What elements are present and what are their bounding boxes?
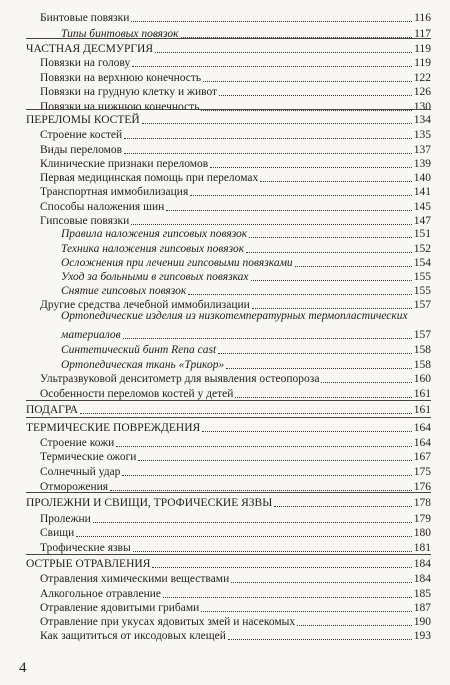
dot-leader [202,431,412,432]
toc-entry[interactable] [61,326,431,342]
toc-entry[interactable] [40,183,431,199]
toc-entry[interactable] [40,539,431,555]
toc-entry-title: Транспортная иммобилизация [40,186,189,199]
toc-entry-page: 139 [413,157,431,170]
toc-entry[interactable] [40,524,431,540]
dot-leader [116,446,411,447]
dot-leader [203,81,412,82]
toc-entry-title: Синтетический бинт Rena cast [61,343,217,356]
toc-entry[interactable] [40,570,431,586]
dot-leader [249,237,412,238]
dot-leader [321,382,411,383]
dot-leader [228,639,412,640]
toc-entry-page: 119 [414,56,431,69]
toc-entry[interactable] [26,494,431,510]
toc-entry-title: Повязки на верхнюю конечность [40,71,202,84]
dot-leader [219,95,412,96]
section-divider [26,400,431,401]
dot-leader [132,66,412,67]
toc-entry-title: Повязки на нижнюю конечность [40,100,200,113]
toc-entry-page: 140 [413,171,431,184]
dot-leader [231,582,412,583]
toc-entry-title: Другие средства лечебной иммобилизации [40,298,250,311]
toc-entry-page: 175 [413,465,431,478]
toc-entry-title: Отравления химическими веществами [40,573,230,586]
toc-entry[interactable] [40,385,431,401]
toc-entry-page: 158 [413,358,431,371]
toc-entry-page: 145 [413,200,431,213]
toc-entry-page: 147 [413,214,431,227]
toc-entry[interactable] [40,126,431,142]
toc-entry-title: Повязки на грудную клетку и живот [40,86,218,99]
toc-entry[interactable] [61,268,431,284]
toc-entry-page: 161 [413,404,431,417]
toc-entry[interactable] [26,111,431,127]
dot-leader [110,490,412,491]
toc-entry-page: 181 [413,541,431,554]
dot-leader [122,475,411,476]
toc-entry-title: ПРОЛЕЖНИ И СВИЩИ, ТРОФИЧЕСКИЕ ЯЗВЫ [26,497,273,510]
toc-entry-page: 122 [413,71,431,84]
toc-entry-page: 190 [413,616,431,629]
toc-entry-title: Термические ожоги [40,451,137,464]
toc-entry-title: Бинтовые повязки [40,12,130,24]
toc-entry-page: 158 [413,343,431,356]
toc-entry[interactable] [40,478,431,494]
toc-entry-page: 179 [413,512,431,525]
toc-entry[interactable] [40,69,431,85]
toc-entry-page: 157 [413,298,431,311]
toc-entry-title: Солнечный удар [40,465,121,478]
dot-leader [218,353,412,354]
toc-entry[interactable] [40,54,431,70]
toc-entry-title: Гипсовые повязки [40,214,130,227]
dot-leader [190,195,411,196]
toc-entry[interactable] [40,9,431,25]
toc-entry[interactable] [61,225,431,241]
toc-entry[interactable] [40,169,431,185]
toc-entry-page: 152 [413,243,431,256]
toc-entry-page: 126 [413,86,431,99]
toc-entry-title: Отравление ядовитыми грибами [40,601,200,614]
toc-entry-page: 180 [413,527,431,540]
dot-leader [123,338,412,339]
toc-entry-page: 117 [414,27,431,40]
dot-leader [93,522,412,523]
toc-entry-page: 154 [413,256,431,269]
toc-entry-page: 184 [413,573,431,586]
toc-entry-page: 184 [413,558,431,571]
toc-entry-page: 134 [413,113,431,126]
toc-entry-page: 193 [413,630,431,642]
toc-entry-title: Ультразвуковой денситометр для выявления остеопороза [40,373,320,386]
section-divider [26,554,431,555]
toc-entry-title: ЧАСТНАЯ ДЕСМУРГИЯ [26,43,153,56]
toc-entry[interactable] [40,434,431,450]
toc-entry-title: Как защититься от иксодовых клещей [40,630,226,642]
toc-entry-page: 116 [414,12,431,24]
dot-leader [133,551,412,552]
toc-entry-page: 164 [413,421,431,434]
dot-leader [251,280,412,281]
toc-entry-page: 135 [413,129,431,142]
dot-leader [124,138,412,139]
toc-entry-title: Строение кожи [40,436,115,449]
toc-entry-page: 155 [413,285,431,298]
toc-entry[interactable] [61,341,431,357]
toc-entry-title: Повязки на голову [40,56,131,69]
toc-entry[interactable] [40,510,431,526]
toc-entry[interactable] [26,555,431,571]
dot-leader [226,368,412,369]
toc-entry-title: материалов [61,329,121,342]
toc-entry-page: 176 [413,480,431,493]
toc-entry-title: Снятие гипсовых повязок [61,285,187,298]
toc-entry-title: ОСТРЫЕ ОТРАВЛЕНИЯ [26,558,151,571]
toc-entry-title: Правила наложения гипсовых повязок [61,228,248,241]
toc-entry-title: Первая медицинская помощь при переломах [40,171,259,184]
dot-leader [274,506,412,507]
toc-entry[interactable] [40,370,431,386]
toc-entry[interactable] [26,419,431,435]
toc-entry[interactable] [40,83,431,99]
dot-leader [142,123,412,124]
section-divider [26,109,431,110]
toc-entry-page: 130 [413,100,431,113]
dot-leader [260,181,412,182]
toc-entry[interactable] [40,463,431,479]
toc-entry-page: 167 [413,451,431,464]
toc-entry-title: Отравление при укусах ядовитых змей и насекомых [40,616,296,629]
toc-entry-page: 160 [413,373,431,386]
toc-entry-page: 141 [413,186,431,199]
toc-entry-title: Виды переломов [40,144,123,157]
toc-entry[interactable] [61,356,431,372]
toc-entry-page: 161 [413,387,431,400]
toc-entry-title: Техника наложения гипсовых повязок [61,243,245,256]
toc-entry-title: Ортопедическая ткань «Трикор» [61,358,225,371]
toc-entry-page: 157 [413,329,431,342]
dot-leader [131,21,412,22]
dot-leader [76,536,411,537]
dot-leader [138,460,411,461]
dot-leader [201,611,411,612]
toc-entry-title: Пролежни [40,512,91,525]
toc-entry-page: 137 [413,144,431,157]
toc-entry-title: Уход за больными в гипсовых повязках [61,270,249,283]
toc-entry-title: Строение костей [40,129,123,142]
dot-leader [152,567,411,568]
toc-entry-title: Ортопедические изделия из низкотемпературных термопластических [61,309,408,322]
section-divider [26,492,431,493]
toc-entry-page: 187 [413,601,431,614]
toc-entry-title: ПЕРЕЛОМЫ КОСТЕЙ [26,113,140,126]
toc-entry[interactable] [40,448,431,464]
toc-entry-title: Отморожения [40,480,109,493]
toc-entry-title: Особенности переломов костей у детей [40,387,234,400]
toc-entry-title: Типы бинтовых повязок [61,27,179,40]
toc-entry-page: 155 [413,270,431,283]
dot-leader [80,413,412,414]
toc-entry-title: Осложнения при лечении гипсовыми повязками [61,256,293,269]
toc-entry[interactable] [40,627,431,643]
dot-leader [235,397,411,398]
toc-entry-title: ТЕРМИЧЕСКИЕ ПОВРЕЖДЕНИЯ [26,421,201,434]
page-number: 4 [19,660,27,676]
toc-entry[interactable] [26,401,431,417]
toc-entry-page: 151 [413,228,431,241]
toc-entry-title: Алкогольное отравление [40,587,161,600]
section-divider [26,38,431,39]
toc-entry-title: Трофические язвы [40,541,131,554]
toc-entry-page: 178 [413,497,431,510]
toc-entry-title: Свищи [40,527,75,540]
toc-entry-page: 164 [413,436,431,449]
toc-entry-title: Клинические признаки переломов [40,157,209,170]
toc-entry-title: ПОДАГРА [26,404,79,417]
section-divider [26,417,431,418]
toc-entry-page: 119 [414,43,431,56]
toc-entry[interactable] [40,599,431,615]
toc-entry-title: Способы наложения шин [40,200,165,213]
toc-entry-page: 185 [413,587,431,600]
